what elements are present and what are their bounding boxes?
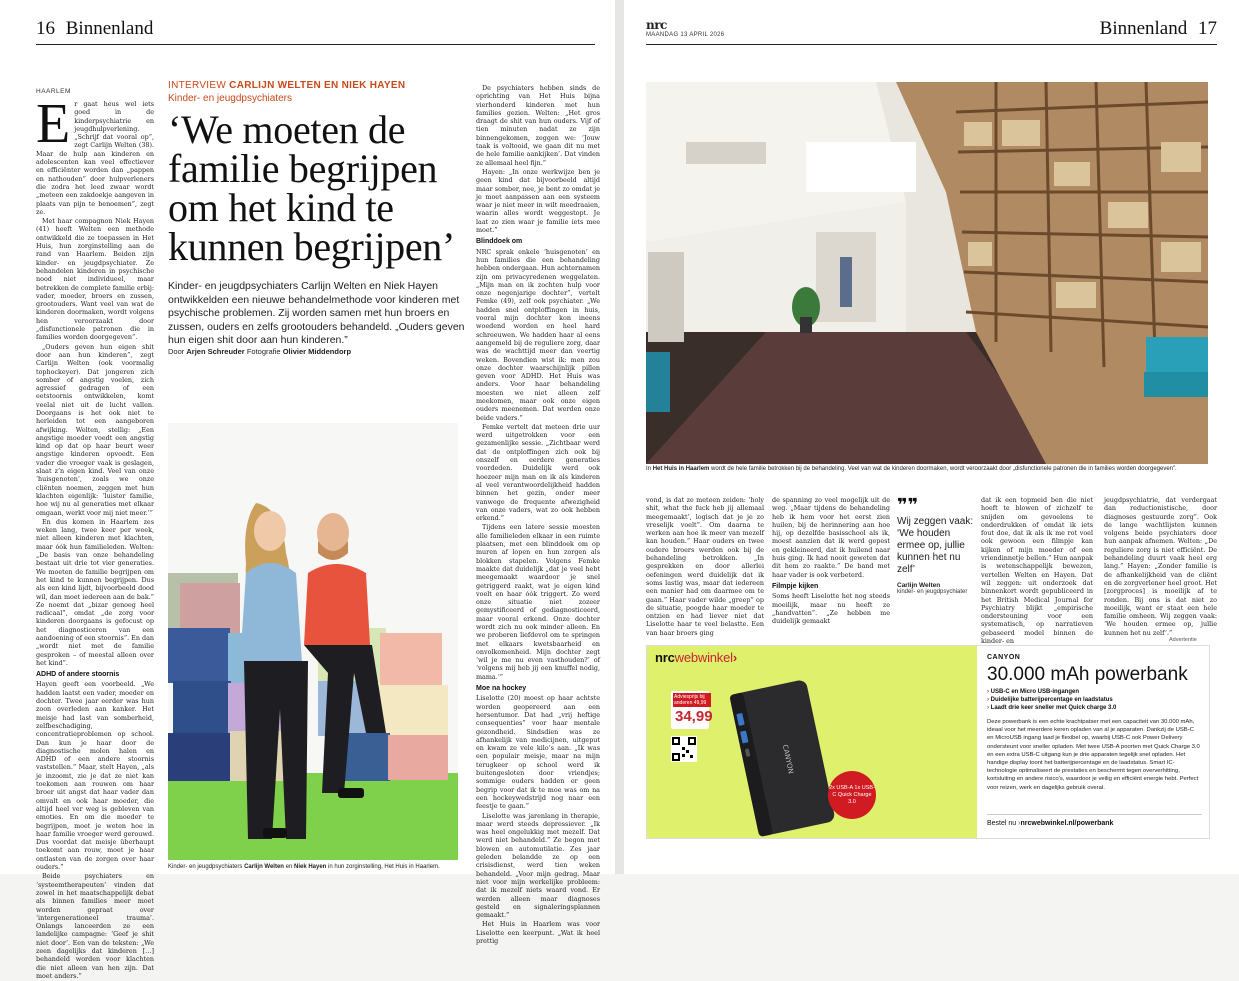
spread-gutter <box>615 0 624 874</box>
subheading: Moe na hockey <box>476 685 527 693</box>
pull-quote-name: Carlijn Welten <box>897 582 941 589</box>
ad-feature-list <box>987 688 1116 713</box>
paragraph: De psychiaters hebben sinds de oprichting van Het Huis bijna vierhonderd kinderen met hun families gezien. Welten: „Het gros draagt de shit van hun ouders. Vijf of tien minuten nadat ze zijn binnengekomen, zeggen we: ‘Jouw taak is voltooid, we gaan dit nu met de hele familie aankijken’. Dat vinden ze allemaal heel fijn.” <box>476 84 600 167</box>
dateline: HAARLEM <box>36 88 71 95</box>
article-byline: Door Arjen Schreuder Fotografie Olivier Middendorp <box>168 347 352 356</box>
dropcap: E <box>36 93 71 155</box>
interior-photo <box>646 82 1208 464</box>
article-kicker: INTERVIEW CARLIJN WELTEN EN NIEK HAYEN <box>168 80 406 91</box>
interior-illustration <box>646 82 1208 464</box>
paragraph: Soms heeft Liselotte het nog steeds moeilijk, maar nu heeft ze „handvatten”. „Ze hebben me duidelijk gemaakt <box>772 592 890 626</box>
advertisement-label: Advertentie <box>1169 637 1197 643</box>
article-column-r2 <box>772 496 890 626</box>
article-column-r5 <box>1104 496 1217 638</box>
paragraph: Tijdens een latere sessie moesten alle familieleden elkaar in een ruimte plaatsen, met een blinddoek om op muren af lopen en hun zorgen als blokken stapelen. Volgens Femke maakte dat duidelijk „dat je veel hebt meegemaakt waardoor je snel getriggerd raakt, wat je eigen kind voelt en haar óók triggert. Zo werd onze situatie niet zozeer gemystificeerd of gediagnosticeerd, maar vooral erkend. Onze dochter wordt zich nu ook minder alleen. En we proberen liefdevol om te springen met elkaars kwetsbaarheid en onvolkomenheid. Mijn dochter zegt ‘wil je me nu even vasthouden?’ of ‘volgens mij heb jij een knuffel nodig, mama.’” <box>476 523 600 681</box>
feature-badge: 2x USB-A 1x USB-C Quick Charge 3.0 <box>828 771 876 819</box>
paragraph: jeugdpsychiatrie, dat verdergaat dan reductionistische, door diagnoses gestuurde zorg”. Ook de lange wachtlijsten kunnen volgens beide psychiaters door hun aanpak afnemen. Welten: „De reguliere zorg is niet efficiënt. De behandeling duurt vaak heel erg lang.” Hayen: „Zonder familie is de afhankelijkheid van de cliënt en de zorgverlener heel groot. Het [zorgproces] is moeilijk af te ronden. Bij ons is dat niet zo moeilijk, want er staat een hele familie omheen. Wij zeggen vaak: ‘We houden ermee op, jullie kunnen het nu zelf’.” <box>1104 496 1217 637</box>
paragraph: Hayen: „In onze werkwijze ben je geen kind dat bijvoorbeeld altijd maar somber, nee, je bent zo omdat je je moet aanpassen aan een systeem waar je niet meer in wilt meedraaien, waarin alles wordt weggestopt. Je laat zo zien waar je familie iets mee moet.” <box>476 167 600 235</box>
article-column-r1 <box>646 496 764 638</box>
paragraph: Er gaat heus wel iets goed in de kinderpsychiatrie en jeugdhulpverlening. „Schrijf dat vooral op”, zegt Carlijn Welten (38). Maar de hulp aan kinderen en adolescenten kan veel effectiever en efficiënter worden dan „pappen en nathouden” door hulpverleners die zodra het leed zwaar wordt „meteen een zakdoekje aangeven in plaats van pijn te benoemen”, zegt ze. <box>36 93 154 216</box>
nrc-logo: nrc <box>646 18 667 32</box>
quote-icon: ❞❞ <box>897 495 919 516</box>
pull-quote <box>897 495 975 597</box>
ad-feature-item: › Duidelijke batterijpercentage en laadstatus <box>987 696 1116 704</box>
ad-visual-panel <box>647 646 977 838</box>
section-name: Binnenland <box>1099 18 1188 39</box>
page-number: 17 <box>1198 18 1217 39</box>
page-folio <box>36 18 153 40</box>
section-name: Binnenland <box>65 18 154 39</box>
portrait-illustration <box>168 423 458 860</box>
powerbank-brand-label: CANYON <box>780 743 795 775</box>
page-folio <box>1100 18 1217 40</box>
left-newspaper-page <box>0 0 615 980</box>
page-number: 16 <box>36 18 55 39</box>
right-newspaper-page <box>624 0 1239 874</box>
divider <box>987 814 1202 815</box>
ad-title: 30.000 mAh powerbank <box>987 664 1188 685</box>
paragraph: Liselotte was jarenlang in therapie, maar werd steeds depressiever. „Ik was heel ongelukkig met mezelf. Dat werd niet behandeld.” Ze begon met blowen en automutilatie. Zes jaar geleden belandde ze op een crisisdienst, werd tien weken behandeld. „Voor mijn gedrag. Maar niet voor mijn werkelijke probleem: dat ik mezelf niets waard vond. Er werden alleen maar diagnoses gesteld en signaleringsplannen gemaakt.” <box>476 811 600 920</box>
order-link[interactable]: Bestel nu ›nrcwebwinkel.nl/powerbank <box>987 820 1114 827</box>
article-headline: ‘We moeten de familie begrijpen om het kind te kunnen begrijpen’ <box>168 107 456 269</box>
article-column-3 <box>476 84 600 946</box>
ad-description: Deze powerbank is een echte krachtpatser met een capaciteit van 30.000 mAh, ideaal voor het meerdere keren opladen van al je apparaten. Dankzij de USB-C en MicroUSB ingang laad je flexibel op, waarbij USB-C ook Power Delivery ondersteunt voor sneller opladen. Met twee USB-A poorten met Quick Charge 3.0 en een extra USB-C uitgang kun je drie apparaten tegelijk snel opladen. Het handige display toont het batterijpercentage en de laadstatus. Smart IC-technologie optimaliseert de prestaties en beschermt tegen oververhitting, kortsluiting en andere risico's, waardoor je veilig en efficiënt energie hebt. Perfect voor reizen, werk en dagelijks gebruik overal. <box>987 719 1200 791</box>
ad-feature-item: › Laadt drie keer sneller met Quick charge 3.0 <box>987 704 1116 712</box>
price-old: Adviesprijs bij anderen 49,99 <box>673 693 711 707</box>
pull-quote-role: kinder- en jeugdpsychiater <box>897 589 968 595</box>
header-rule <box>646 44 1217 45</box>
paragraph: Het Huis in Haarlem was voor Liselotte een keerpunt. „Wat ik heel prettig <box>476 920 600 945</box>
powerbank-illustration <box>715 676 845 836</box>
paragraph: vond, is dat ze meteen zeiden: ‘holy shit, what the fuck heb jij allemaal meegemaakt’, logisch dat je je zo vreselijk voelt”. Om daarna te werken aan hoe ik meer van mezelf kan houden.” Haar ouders en twee oudere broers werden ook bij de behandeling betrokken. „In gesprekken en door allerlei oefeningen werd duidelijk dat ik soms lastig was, maar dat iedereen een manier had om daarmee om te gaan.” Haar vader wilde „greep” op de situatie, poogde haar moeder te ontzien en had liever niet dat Liselotte haar te veel belastte. Een van haar broers ging <box>646 496 764 637</box>
webwinkel-logo: nrcwebwinkel› <box>655 650 737 665</box>
paragraph: „Ouders geven hun eigen shit door aan hun kinderen”, zegt Carlijn Welten (ook voormalig tophockeyer). Dat jongeren zich somber of angstig voelen, zich agressief gedragen of een eetstoornis ontwikkelen, komt veelal niet uit de lucht vallen. Doorgaans is het ook niet te herleiden tot een aangeboren afwijking. Welten, stellig: „Een angstige moeder voedt een angstig kind op dat op haar beurt weer angstige kinderen opvoedt. Een vader die vroeger vaak is geslagen, slaat z’n eigen kind. Veel van onze ‘huisgenoten’, zoals we onze cliënten noemen, zeggen met hun klachten eigenlijk: ‘luister familie, hoe wij nu al generaties met elkaar omgaan, werkt voor mij niet meer.’” <box>36 342 154 517</box>
paragraph: dat ik een topmeid ben die niet hoeft te blowen of zichzelf te snijden om gevoelens te onderdrukken of omdat ik iets fout doe, dat ik als ik me rot voel ook gewoon een filmpje kan kijken of mijn moeder of een vriendinnetje bellen.” Hun aanpak is wetenschappelijk bewezen, vertellen Welten en Hayen. Dat wil zeggen: uit onderzoek dat binnenkort wordt gepubliceerd in het British Medical Journal for Psychiatry blijkt „empirische ondersteuning voor een systematisch, op narratieven gebaseerd model binnen de kinder- en <box>981 496 1093 646</box>
subheading: ADHD of andere stoornis <box>36 671 120 679</box>
interior-caption: In Het Huis in Haarlem wordt de hele familie betrokken bij de behandeling. Veel van wat de kinderen doormaken, wordt veroorzaakt door „disfunctionele patronen die in families worden doorgegeven”. <box>646 466 1177 472</box>
paragraph: Femke vertelt dat meteen drie uur werd uitgetrokken voor een gezamenlijke sessie. „Zichtbaar werd dat de ontploffingen zich ook bij onszelf en eerdere generaties voordeden. Duidelijk werd ook hoezeer mijn man en ik als kinderen al veel verantwoordelijkheid hadden binnen het gezin, onder meer vanwege de frequente afwezigheid van onze vaders, wat zo ook hebben erkend.” <box>476 422 600 523</box>
article-column-1 <box>36 93 155 981</box>
issue-date: MAANDAG 13 APRIL 2026 <box>646 32 725 38</box>
qr-code-icon[interactable] <box>671 736 697 762</box>
price-new: 34,99 <box>675 708 713 725</box>
paragraph: Hayen geeft een voorbeeld. „We hadden laatst een vader, moeder en dochter. Twee jaar eerder was hun zoon overleden aan kanker. Het meisje had last van somberheid, zelfbeschadiging, concentratieproblemen op school. Dan kun je haar door de diagnostische molen halen en ADHD of een andere stoornis vaststellen.” Maar, stelt Hayen, „als je inzoomt, zie je dat ze niet kan toekomen aan rouwen om haar broer uit angst dat haar vader dan omvalt en ook haar moeder, die altijd heel ver weg is gebleven van emoties. En om die moeder te begrijpen, moet je weten hoe in haar familie vroeger werd gerouwd. Dus voordat dat meisje überhaupt toekomt aan rouw, moet je haar ontlasten van de zorgen over haar ouders.” <box>36 680 154 872</box>
article-kicker-subtitle: Kinder- en jeugdpsychiaters <box>168 93 292 104</box>
subheading: Filmpje kijken <box>772 582 819 590</box>
paragraph: de spanning zo veel mogelijk uit de weg. „Maar tijdens de behandeling heb ik hem voor het eerst zien huilen, bij de herinnering aan hoe hij, op dezelfde basisschool als ik, moest aanzien dat ik werd gepest en gekleineerd, dat ik huilend naar huis ging. Ik had nooit geweten dat dit hem zo raakte.” De band met haar vader is ook verbeterd. <box>772 496 890 579</box>
portrait-caption: Kinder- en jeugdpsychiaters Carlijn Welten en Niek Hayen in hun zorginstelling, Het Huis in Haarlem. <box>168 864 440 870</box>
article-lead: Kinder- en jeugdpsychiaters Carlijn Welten en Niek Hayen ontwikkelden een nieuwe behandelmethode voor kinderen met psychische problemen. Zij worden samen met hun broers en zussen, ouders en zelfs grootouders behandeld. „Ouders geven hun eigen shit door aan hun kinderen.” <box>168 280 465 346</box>
paragraph: NRC sprak enkele ‘huisgenoten’ en hun families die een behandeling hebben ondergaan. Hun achternamen zijn om privacyredenen weggelaten. „Mijn man en ik zochten hulp voor onze negenjarige dochter”, vertelt Femke (49), zelf ook psychiater. „We hadden snel ontploffingen in huis, vooral mijn dochter kon ineens woedend worden en heel hard schreeuwen. We hadden haar al eens aangemeld bij de reguliere zorg, daar was de wachttijd meer dan veertig weken. Bovendien wist ik: men zou onze dochter waarschijnlijk pillen geven voor ADHD. Het Huis was anders. Voor haar behandeling moesten we niet alleen zelf meekomen, maar ook onze eigen ouders meenemen. Dat werden onze beide vaders.” <box>476 247 600 422</box>
portrait-photo <box>168 423 458 860</box>
paragraph: Liselotte (20) moest op haar achtste worden geopereerd aan een hersentumor. Dat had „vrij heftige consequenties” voor haar mentale gezondheid. Sindsdien was ze afhankelijk van medicijnen, uitgeput en kwam ze vele kilo’s aan. „Ik was een populair meisje, maar na mijn terugkeer op school werd ik buitengesloten door vriendjes; sommige ouders hadden er geen begrip voor dat ik te moe was om na een hockeywedstrijd nog naar een feestje te gaan.” <box>476 694 600 811</box>
article-column-r4 <box>981 496 1093 646</box>
pull-quote-text: Wij zeggen vaak: ‘We houden ermee op, jullie kunnen het nu zelf’ <box>897 516 974 575</box>
price-tag <box>671 691 713 729</box>
header-rule <box>36 44 595 45</box>
paragraph: Met haar compagnon Niek Hayen (41) heeft Welten een methode ontwikkeld die ze toepassen in Het Huis, hun zorginstelling aan de rand van Haarlem. Beiden zijn kinder- en jeugdpsychiater. Ze behandelen kinderen in psychische nood niet individueel, maar betrekken de complete familie erbij: vader, moeder, broers en zussen, grootouders. Want veel van wat de kinderen doormaken, wordt volgens hen veroorzaakt door „disfunctionele patronen die in families worden doorgegeven”. <box>36 217 154 342</box>
paragraph: En dus komen in Haarlem zes weken lang, twee keer per week, niet alleen kinderen met klachten, maar óók hun familieleden. Welten: „De basis van onze behandeling bestaat uit drie tot vier generaties. We moeten de familie begrijpen om het kind te kunnen begrijpen. Dus als een kind lijdt, bijvoorbeeld dood wil, dan moet iedereen aan de bak.” Ze noemt dat „bizar genoeg heel radicaal”, omdat „de zorg voor kinderen doorgaans is gefocust op het diagnosticeren van een aandoening of een stoornis”. En dan „wordt niet met de familie gesproken – of meestal alleen over het kind”. <box>36 517 155 667</box>
paragraph: Beide psychiaters en ‘systeemtherapeuten’ vinden dat zowel in het maatschappelijk debat als binnen families meer moet worden gepraat over ‘intergenerationeel trauma’. Onlangs lanceerden ze een landelijke campagne: ‘Geef je shit niet door’. Een van de teksten: „We zeen dagelijks dat kinderen […] behandeld worden voor klachten die niet alleen van hen zijn. Dat moet anders.” <box>36 872 154 980</box>
advertisement[interactable] <box>646 645 1210 839</box>
ad-brand: CANYON <box>987 654 1021 661</box>
ad-feature-item: › USB-C en Micro USB-ingangen <box>987 688 1116 696</box>
subheading: Blinddoek om <box>476 238 523 246</box>
